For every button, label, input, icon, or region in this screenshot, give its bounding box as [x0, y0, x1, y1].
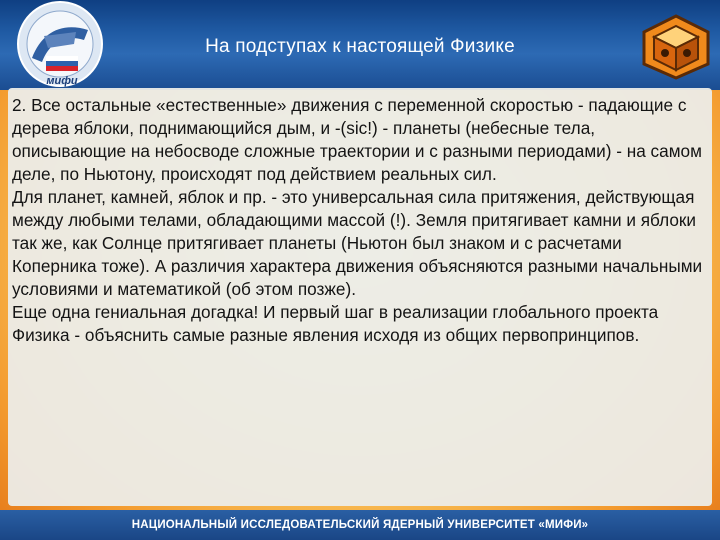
page-title: На подступах к настоящей Физике	[205, 36, 515, 57]
footer-text: НАЦИОНАЛЬНЫЙ ИССЛЕДОВАТЕЛЬСКИЙ ЯДЕРНЫЙ УНИВЕРСИТЕТ «МИФИ»	[131, 519, 589, 531]
body-text: 2. Все остальные «естественные» движения с переменной скоростью - падающие с дерева яблоки, поднимающийся дым, и -(sic!) - планеты (небесные тела, описывающие на небосводе сложные траектории и с разными периодами) - на самом деле, по Ньютону, происходят под действием реальных сил. Для планет, камней, яблок и пр. - это универсальная сила притяжения, действующая между любыми телами, обладающими массой (!). Земля притягивает камни и яблоки так же, как Солнце притягивает планеты (Ньютон был знаком и с расчетами Коперника тоже). А различия характера движения объясняются разными начальными условиями и математикой (об этом позже). Еще одна гениальная догадка! И первый шаг в реализации глобального проекта Физика - объяснить самые разные явления исходя из общих первопринципов.	[12, 95, 703, 345]
cube-logo	[640, 14, 712, 80]
svg-text:мифи: мифи	[46, 75, 78, 87]
footer-bar	[0, 510, 720, 540]
